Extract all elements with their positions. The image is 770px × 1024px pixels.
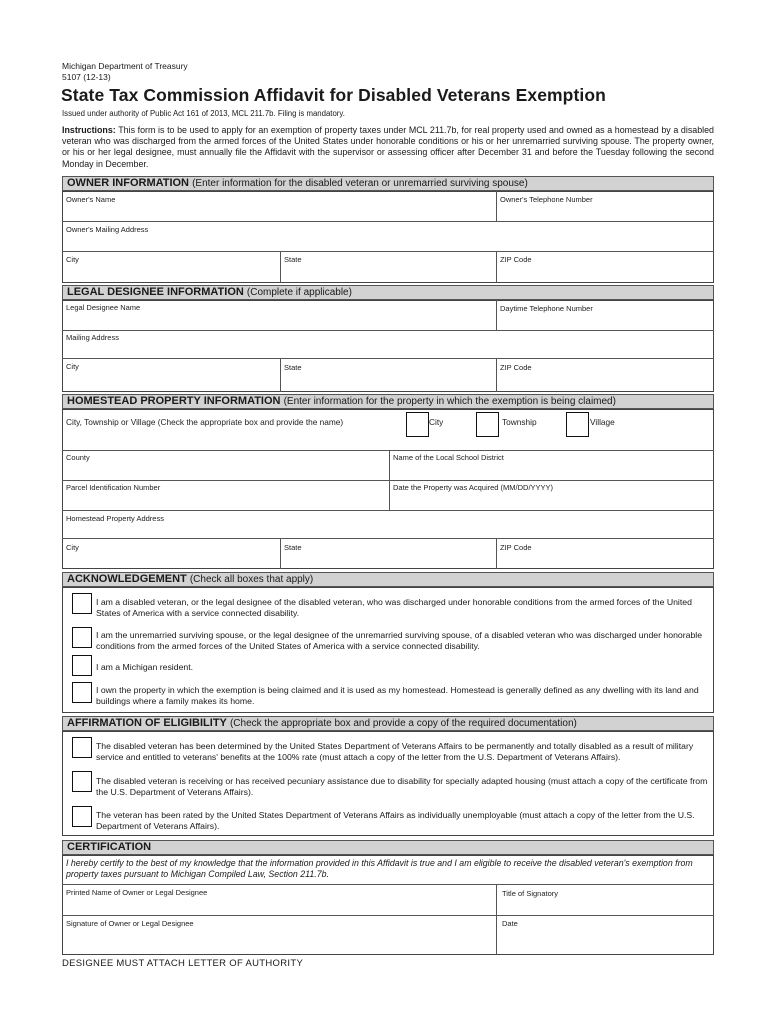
affirmation-heading: AFFIRMATION OF ELIGIBILITY <box>67 717 227 729</box>
school-district-field[interactable] <box>390 463 713 479</box>
ack-own-property-checkbox[interactable] <box>72 682 92 703</box>
ack-surviving-spouse-text: I am the unremarried surviving spouse, or the legal designee of the unremarried surviving spouse, of a disabled veteran who was discharged under honorable conditions from the armed forces of the United States of America with a service connected disability. <box>96 630 703 652</box>
designee-zip-field[interactable] <box>497 371 713 391</box>
parcel-id-label: Parcel Identification Number <box>66 483 161 492</box>
divider <box>62 480 714 481</box>
city-option-label: City <box>429 417 444 427</box>
aff-adapted-housing-text: The disabled veteran is receiving or has received pecuniary assistance due to disability for specially adapted housing (must attach a copy of the certificate from the U.S. Department of Veterans Affairs). <box>96 776 708 798</box>
homestead-section-header <box>62 394 714 409</box>
department-name: Michigan Department of Treasury <box>62 61 188 71</box>
designee-city-field[interactable] <box>63 371 279 391</box>
village-checkbox[interactable] <box>566 412 589 437</box>
form-title: State Tax Commission Affidavit for Disabled Veterans Exemption <box>61 85 606 105</box>
owner-zip-field[interactable] <box>497 264 713 282</box>
divider <box>62 884 714 885</box>
homestead-city-label: City <box>66 543 79 552</box>
instructions-label: Instructions: <box>62 125 116 135</box>
title-of-signatory-field[interactable] <box>497 898 713 914</box>
owner-section-header <box>62 176 714 191</box>
owner-note: (Enter information for the disabled veteran or unremarried surviving spouse) <box>192 178 528 189</box>
certification-statement: I hereby certify to the best of my knowledge that the information provided in this Affidavit is true and I am eligible to receive the disabled veteran's exemption from property taxes pursuant to Michigan Compiled Law, Section 211.7b. <box>66 858 693 880</box>
school-district-label: Name of the Local School District <box>393 453 504 462</box>
designee-mailing-label: Mailing Address <box>66 333 119 342</box>
signature-label: Signature of Owner or Legal Designee <box>66 919 194 928</box>
affirmation-section-header <box>62 716 714 731</box>
homestead-heading: HOMESTEAD PROPERTY INFORMATION <box>67 395 281 407</box>
owner-mailing-field[interactable] <box>63 234 713 250</box>
owner-zip-label: ZIP Code <box>500 255 532 264</box>
ctv-label: City, Township or Village (Check the appropriate box and provide the name) <box>66 417 344 427</box>
ack-michigan-resident-checkbox[interactable] <box>72 655 92 676</box>
designee-mailing-field[interactable] <box>63 342 713 357</box>
acknowledgement-section-header <box>62 572 714 587</box>
affirmation-note: (Check the appropriate box and provide a copy of the required documentation) <box>229 718 577 729</box>
title-of-signatory-label: Title of Signatory <box>502 889 558 898</box>
ack-michigan-resident-text: I am a Michigan resident. <box>96 662 194 672</box>
designee-phone-label: Daytime Telephone Number <box>500 304 593 313</box>
designee-note: (Complete if applicable) <box>246 287 352 298</box>
date-label: Date <box>502 919 518 928</box>
aff-unemployable-text: The veteran has been rated by the United States Department of Veterans Affairs as individually unemployable (must attach a copy of the letter from the U.S. Department of Veterans Affairs). <box>96 810 695 832</box>
designee-name-label: Legal Designee Name <box>66 303 141 312</box>
owner-city-label: City <box>66 255 79 264</box>
owner-phone-field[interactable] <box>497 204 713 220</box>
village-option-label: Village <box>590 417 615 427</box>
certification-section-header <box>62 840 714 855</box>
owner-name-label: Owner's Name <box>66 195 116 204</box>
homestead-state-label: State <box>284 543 302 552</box>
designee-name-field[interactable] <box>63 313 495 329</box>
homestead-zip-label: ZIP Code <box>500 543 532 552</box>
parcel-id-field[interactable] <box>63 493 388 509</box>
certification-heading: CERTIFICATION <box>67 841 152 853</box>
divider <box>62 915 714 916</box>
divider <box>62 538 714 539</box>
aff-unemployable-checkbox[interactable] <box>72 806 92 827</box>
divider <box>62 251 714 252</box>
acknowledgement-heading: ACKNOWLEDGEMENT <box>67 573 187 585</box>
designee-city-label: City <box>66 362 79 371</box>
designee-zip-label: ZIP Code <box>500 363 532 372</box>
ack-surviving-spouse-checkbox[interactable] <box>72 627 92 648</box>
aff-permanent-disability-text: The disabled veteran has been determined by the United States Department of Veterans Affairs to be permanently and totally disabled as a result of military service and entitled to veterans' benefits at the 100% rate (must attach a copy of the letter from the U.S. Department of Veterans Affairs). <box>96 741 694 763</box>
divider <box>62 330 714 331</box>
divider <box>62 221 714 222</box>
owner-city-field[interactable] <box>63 264 279 282</box>
instructions-text: This form is to be used to apply for an exemption of property taxes under MCL 211.7b, for real property used and owned as a homestead by a disabled veteran who was discharged from the armed forces of the United States under honorable conditions or his or her unremarried surviving spouse. The property owner, or his or her legal designee, must annually file the Affidavit with the supervisor or assessing officer after December 31 and before the Tuesday following the second Monday in December. <box>62 125 714 169</box>
signature-field[interactable] <box>63 929 495 954</box>
ack-own-property-text: I own the property in which the exemption is being claimed and it is used as my homestead. Homestead is generally defined as any dwelling with its land and buildings where a family makes its home. <box>96 685 699 707</box>
divider <box>62 358 714 359</box>
homestead-note: (Enter information for the property in which the exemption is being claimed) <box>283 396 616 407</box>
owner-phone-label: Owner's Telephone Number <box>500 195 593 204</box>
authority-note: Issued under authority of Public Act 161 of 2013, MCL 211.7b. Filing is mandatory. <box>62 109 345 118</box>
township-option-label: Township <box>502 417 537 427</box>
acknowledgement-note: (Check all boxes that apply) <box>189 574 314 585</box>
form-number: 5107 (12-13) <box>62 72 111 82</box>
instructions <box>62 125 714 170</box>
county-label: County <box>66 453 90 462</box>
ack-disabled-veteran-text: I am a disabled veteran, or the legal designee of the disabled veteran, who was discharged under honorable conditions from the armed forces of the United States of America with a service connected disability. <box>96 597 692 619</box>
homestead-state-field[interactable] <box>281 552 495 568</box>
designee-state-field[interactable] <box>281 371 495 391</box>
owner-name-field[interactable] <box>63 204 495 220</box>
designee-section-header <box>62 285 714 300</box>
ctv-name-field[interactable] <box>620 429 712 447</box>
date-acquired-label: Date the Property was Acquired (MM/DD/YYYY) <box>393 483 554 492</box>
designee-heading: LEGAL DESIGNEE INFORMATION <box>67 286 244 298</box>
homestead-zip-field[interactable] <box>497 552 713 568</box>
township-checkbox[interactable] <box>476 412 499 437</box>
date-acquired-field[interactable] <box>390 493 713 509</box>
printed-name-label: Printed Name of Owner or Legal Designee <box>66 888 208 897</box>
homestead-address-field[interactable] <box>63 523 713 537</box>
date-field[interactable] <box>497 929 713 954</box>
designee-authority-note: DESIGNEE MUST ATTACH LETTER OF AUTHORITY <box>62 958 304 969</box>
designee-phone-field[interactable] <box>497 313 713 329</box>
homestead-city-field[interactable] <box>63 552 279 568</box>
homestead-address-label: Homestead Property Address <box>66 514 164 523</box>
divider <box>62 450 714 451</box>
ack-disabled-veteran-checkbox[interactable] <box>72 593 92 614</box>
printed-name-field[interactable] <box>63 897 495 914</box>
city-checkbox[interactable] <box>406 412 429 437</box>
owner-state-label: State <box>284 255 302 264</box>
aff-adapted-housing-checkbox[interactable] <box>72 771 92 792</box>
county-field[interactable] <box>63 463 388 479</box>
divider <box>62 510 714 511</box>
owner-state-field[interactable] <box>281 264 495 282</box>
designee-state-label: State <box>284 363 302 372</box>
owner-mailing-label: Owner's Mailing Address <box>66 225 149 234</box>
owner-heading: OWNER INFORMATION <box>67 177 190 189</box>
aff-permanent-disability-checkbox[interactable] <box>72 737 92 758</box>
